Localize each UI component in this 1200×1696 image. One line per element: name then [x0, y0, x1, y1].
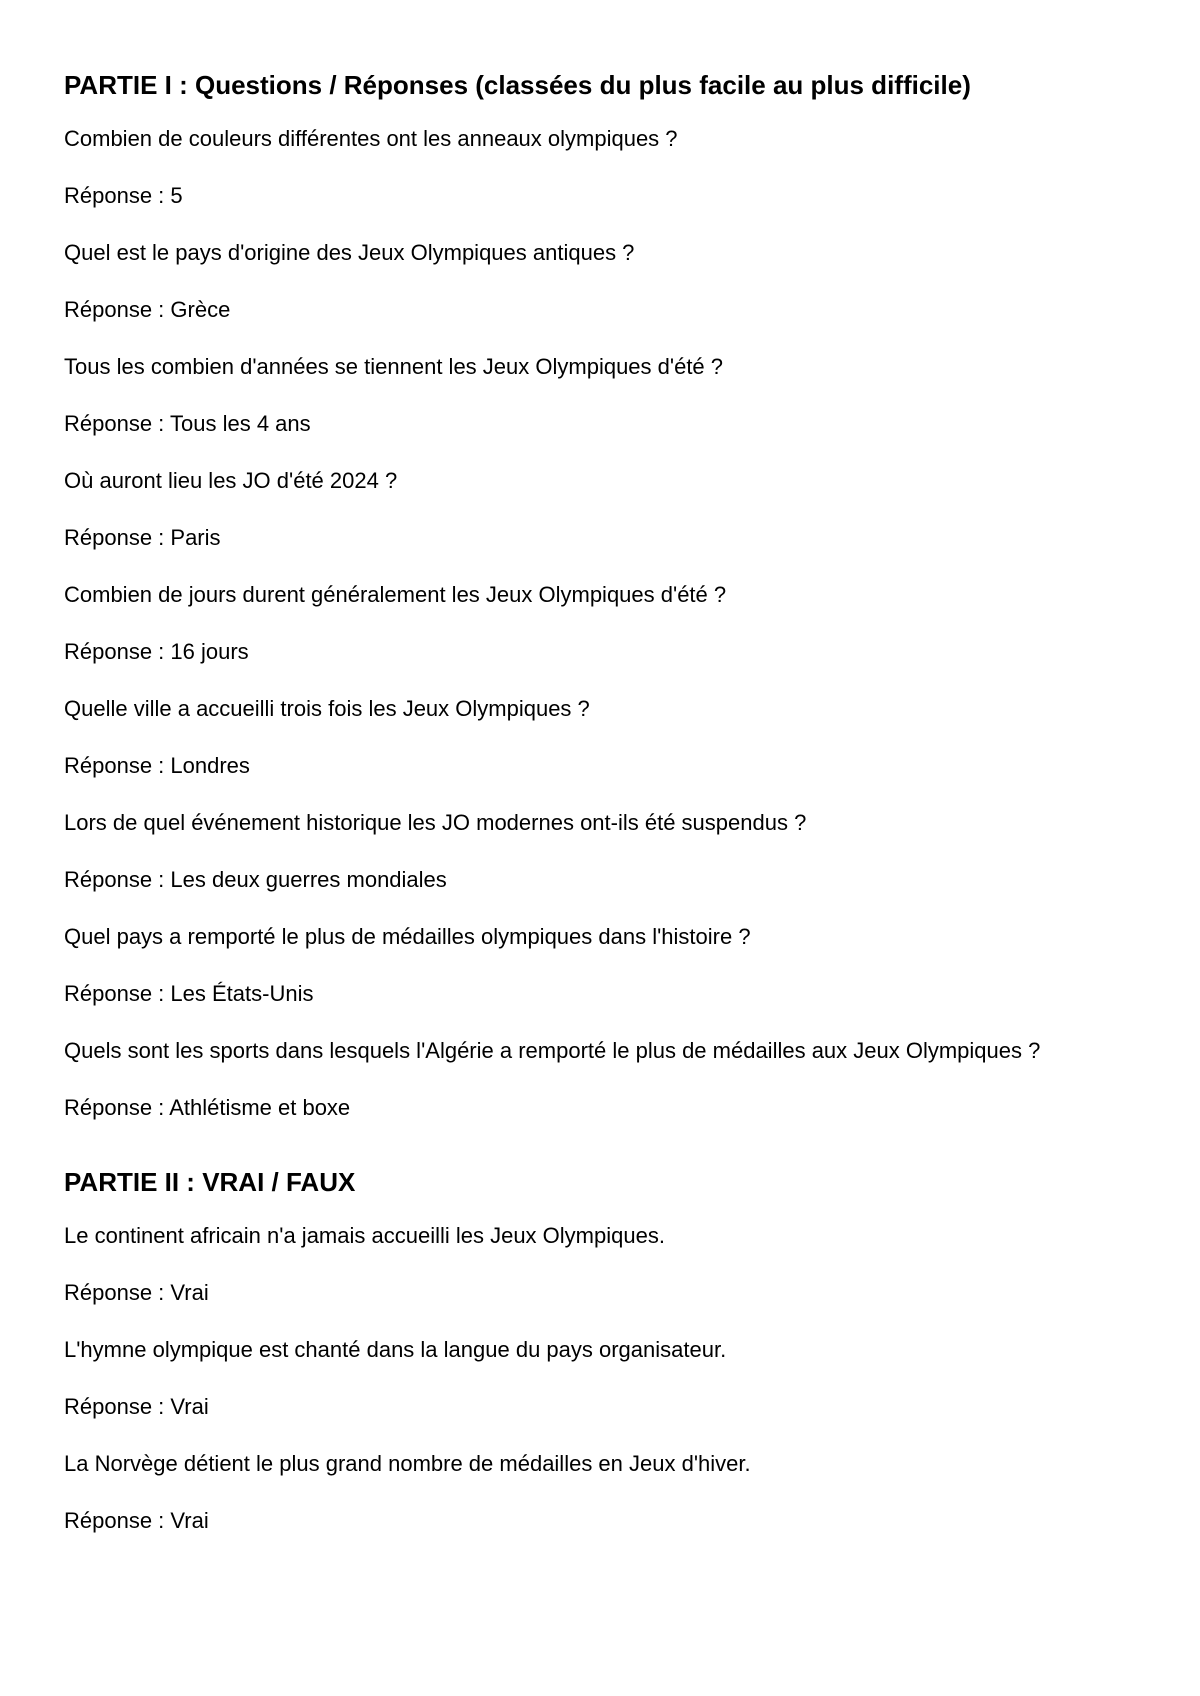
question-5: Combien de jours durent généralement les Jeux Olympiques d'été ? — [64, 582, 727, 607]
answer-9: Réponse : Athlétisme et boxe — [64, 1095, 351, 1120]
answer-1: Réponse : 5 — [64, 183, 183, 208]
tf-answer-1: Réponse : Vrai — [64, 1280, 209, 1305]
document-page — [64, 68, 1184, 1563]
answer-3: Réponse : Tous les 4 ans — [64, 411, 311, 436]
answer-8: Réponse : Les États-Unis — [64, 981, 314, 1006]
question-8: Quel pays a remporté le plus de médailles olympiques dans l'histoire ? — [64, 924, 751, 949]
question-1: Combien de couleurs différentes ont les anneaux olympiques ? — [64, 126, 678, 151]
part1-section — [64, 68, 1184, 1123]
answer-6: Réponse : Londres — [64, 753, 250, 778]
question-9: Quels sont les sports dans lesquels l'Algérie a remporté le plus de médailles aux Jeux Olympiques ? — [64, 1038, 1041, 1063]
question-7: Lors de quel événement historique les JO modernes ont-ils été suspendus ? — [64, 810, 807, 835]
statement-3: La Norvège détient le plus grand nombre de médailles en Jeux d'hiver. — [64, 1451, 751, 1476]
tf-answer-2: Réponse : Vrai — [64, 1394, 209, 1419]
question-3: Tous les combien d'années se tiennent les Jeux Olympiques d'été ? — [64, 354, 724, 379]
part2-section — [64, 1165, 1184, 1536]
question-4: Où auront lieu les JO d'été 2024 ? — [64, 468, 398, 493]
answer-4: Réponse : Paris — [64, 525, 221, 550]
answer-2: Réponse : Grèce — [64, 297, 231, 322]
statement-2: L'hymne olympique est chanté dans la langue du pays organisateur. — [64, 1337, 727, 1362]
statement-1: Le continent africain n'a jamais accueilli les Jeux Olympiques. — [64, 1223, 665, 1248]
tf-answer-3: Réponse : Vrai — [64, 1508, 209, 1533]
question-2: Quel est le pays d'origine des Jeux Olympiques antiques ? — [64, 240, 635, 265]
part2-title: PARTIE II : VRAI / FAUX — [64, 1167, 356, 1197]
answer-7: Réponse : Les deux guerres mondiales — [64, 867, 447, 892]
question-6: Quelle ville a accueilli trois fois les Jeux Olympiques ? — [64, 696, 590, 721]
answer-5: Réponse : 16 jours — [64, 639, 249, 664]
part1-title: PARTIE I : Questions / Réponses (classées du plus facile au plus difficile) — [64, 70, 971, 100]
